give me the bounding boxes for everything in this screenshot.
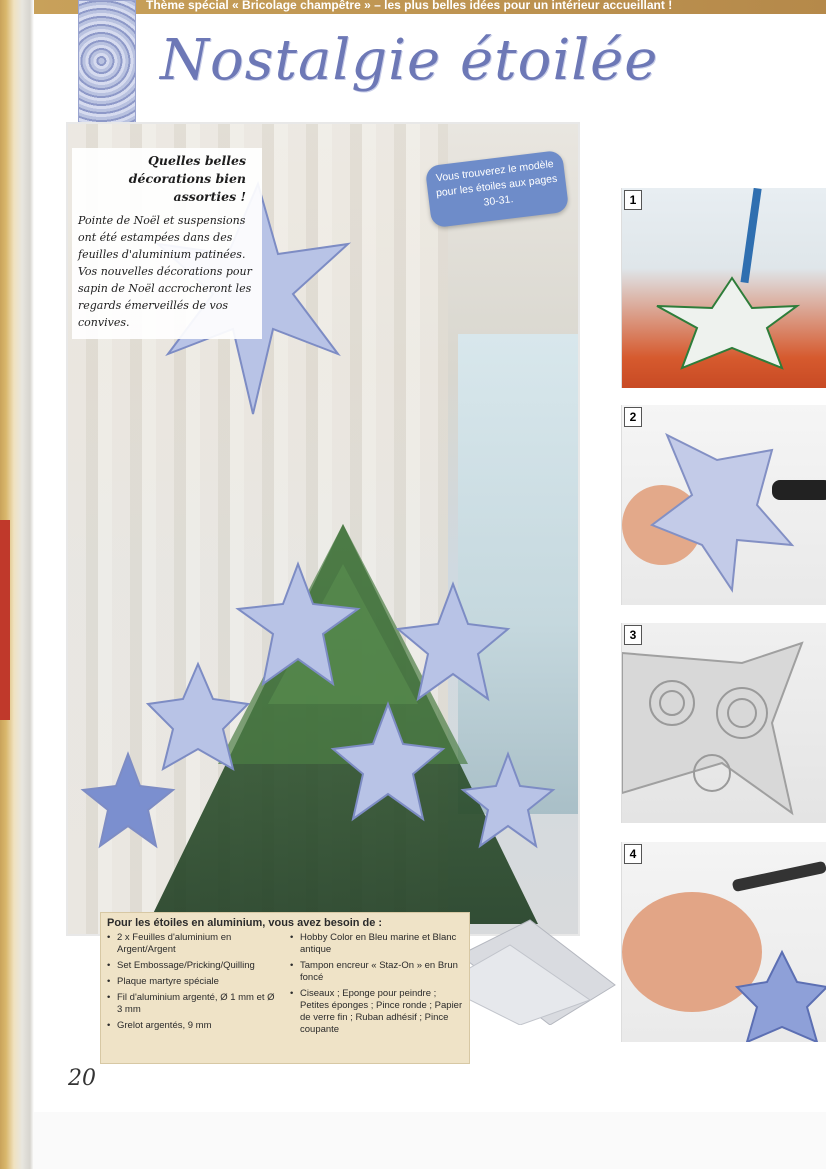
intro-heading: Quelles belles décorations bien assorties ! bbox=[128, 153, 246, 204]
intro-body: Pointe de Noël et suspensions ont été estampées dans des feuilles d'aluminium patinées. Vos nouvelles décorations pour sapin de Noël accrocheront les regards émerveillés de vos convives. bbox=[78, 214, 252, 329]
supply-item: • 2 x Feuilles d'aluminium en Argent/Argent bbox=[107, 932, 280, 956]
header-bar bbox=[34, 0, 826, 14]
painting-star-image bbox=[622, 842, 826, 1042]
star-ornament bbox=[398, 584, 508, 699]
supplies-column-left bbox=[107, 932, 280, 1040]
page-title: Nostalgie étoilée bbox=[160, 28, 659, 93]
header-bar-text: Thème spécial « Bricolage champêtre » – les plus belles idées pour un intérieur accueillant ! bbox=[146, 0, 673, 12]
supply-item: • Fil d'aluminium argenté, Ø 1 mm et Ø 3 mm bbox=[107, 992, 280, 1016]
star-ornament bbox=[463, 754, 553, 846]
star-outline-image bbox=[622, 188, 826, 388]
page-number: 20 bbox=[68, 1066, 96, 1091]
supplies-heading: Pour les étoiles en aluminium, vous avez besoin de : bbox=[107, 917, 383, 929]
step-1-photo bbox=[621, 188, 826, 388]
intro-caption bbox=[72, 148, 262, 339]
spine-color-strip bbox=[0, 520, 10, 720]
step-number: 4 bbox=[624, 844, 642, 864]
supply-item: • Hobby Color en Bleu marine et Blanc antique bbox=[290, 932, 463, 956]
supply-item: • Plaque martyre spéciale bbox=[107, 976, 280, 988]
embossed-star-closeup-image bbox=[622, 623, 826, 823]
cutting-star-image bbox=[622, 405, 826, 605]
step-3-photo bbox=[621, 623, 826, 823]
supply-item: • Tampon encreur « Staz-On » en Brun foncé bbox=[290, 960, 463, 984]
step-number: 3 bbox=[624, 625, 642, 645]
star-ornament bbox=[333, 704, 443, 819]
step-number: 1 bbox=[624, 190, 642, 210]
star-ornament bbox=[238, 564, 358, 684]
supplies-list bbox=[100, 912, 470, 1064]
supply-item: • Grelot argentés, 9 mm bbox=[107, 1020, 280, 1032]
supplies-column-right bbox=[290, 932, 463, 1040]
star-ornament bbox=[83, 754, 173, 846]
step-2-photo bbox=[621, 405, 826, 605]
page-footer bbox=[34, 1112, 826, 1169]
step-number: 2 bbox=[624, 407, 642, 427]
step-4-photo bbox=[621, 842, 826, 1042]
star-ornament bbox=[148, 664, 248, 769]
template-badge: Vous trouverez le modèle pour les étoiles aux pages 30-31. bbox=[425, 150, 570, 228]
supply-item: • Ciseaux ; Eponge pour peindre ; Petites éponges ; Pince ronde ; Papier de verre fin ; Ruban adhésif ; Pince coupante bbox=[290, 988, 463, 1036]
supply-item: • Set Embossage/Pricking/Quilling bbox=[107, 960, 280, 972]
